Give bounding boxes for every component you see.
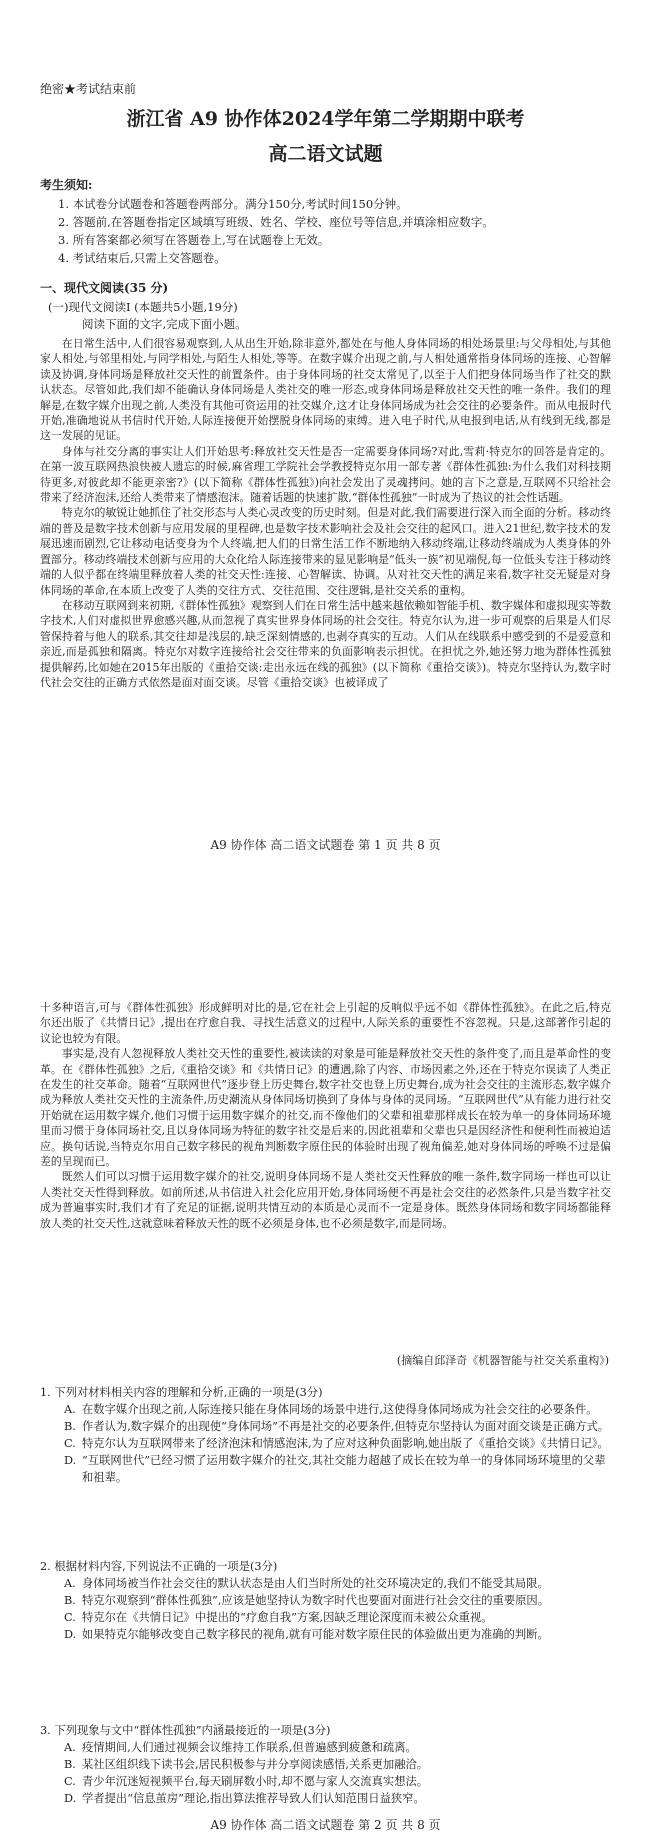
- notes-heading: 考生须知:: [40, 178, 93, 192]
- question-stem: 1. 下列对材料相关内容的理解和分析,正确的一项是(3分): [40, 1386, 323, 1399]
- passage-paragraph: 既然人们可以习惯于运用数字媒介的社交,说明身体同场不是人类社交天性释放的唯一条件,数字同场一样也可以让人类社交天性得到释放。如前所述,从书信进入社会化应用开始,身体同场便不再是社会交往的必然条件,只是当数字社交成为普遍事实时,我们才有了充足的证据,说明共情互动的本质是心灵而不一定是身体。既然身体同场和数字同场都能释放人类的社交天性,这就意味着释放天性的既不必须是身体,也不必须是数字,而是同场。: [40, 1170, 611, 1230]
- passage-paragraph: 在移动互联网到来初期,《群体性孤独》观察到人们在日常生活中越来越依赖如智能手机、数字媒体和虚拟现实等数字技术,人们对虚拟世界愈感兴趣,从而忽视了真实世界身体同场的社会交往。特克尔认为,进一步可观察的后果是人们尽管保持着与他人的联系,其交往却是浅层的,缺乏深刻情感的,也剥夺真实的互动。人们从在线联系中感受到的不是爱意和亲近,而是孤独和隔离。特克尔对数字连接给社会交往带来的负面影响表示担忧。在担忧之外,她还努力地为群体性孤独提供解药,比如她在2015年出版的《重拾交谈:走出永远在线的孤独》(以下简称《重拾交谈》)。特克尔坚持认为,数字时代社会交往的正确方式依然是面对面交谈。尽管《重拾交谈》也被译成了: [40, 598, 611, 689]
- question-option[interactable]: A. 疫情期间,人们通过视频会议维持工作联系,但普遍感到疲惫和疏离。: [64, 1741, 417, 1754]
- page-footer: A9 协作体 高二语文试题卷 第 2 页 共 8 页: [210, 1818, 441, 1832]
- passage-paragraph: 身体与社交分离的事实让人们开始思考:释放社交天性是否一定需要身体同场?对此,雪莉·特克尔的回答是肯定的。在第一波互联网热浪快被人遗忘的时候,麻省理工学院社会学教授特克尔用一部专著《群体性孤独:为什么我们对科技期待更多,对彼此却不能更亲密?》(以下简称《群体性孤独》)向社会发出了灵魂拷问。她的言下之意是,互联网不只给社会带来了经济泡沫,还给人类带来了情感泡沫。随着话题的快速扩散,“群体性孤独”一时成为了热议的社会性话题。: [40, 444, 611, 505]
- question-option[interactable]: B. 作者认为,数字媒介的出现使“身体同场”不再是社交的必要条件,但特克尔坚持认为面对面交谈是正确方式。: [64, 1420, 610, 1433]
- question-option[interactable]: B. 某社区组织线下读书会,居民积极参与并分享阅读感悟,关系更加融洽。: [64, 1758, 429, 1771]
- question-stem: 3. 下列现象与文中“群体性孤独”内涵最接近的一项是(3分): [40, 1724, 331, 1737]
- question-2: [40, 1558, 611, 1643]
- passage-paragraph: 十多种语言,可与《群体性孤独》形成鲜明对比的是,它在社会上引起的反响似乎远不如《群体性孤独》。在此之后,特克尔还出版了《共情日记》,提出在疗愈自我、寻找生活意义的过程中,人际关系的重要性不容忽视。只是,这部著作引起的议论也较为有限。: [40, 1001, 611, 1045]
- section-heading: 一、现代文阅读(35 分): [40, 281, 169, 295]
- question-option[interactable]: B. 特克尔观察到“群体性孤独”,应该是她坚持认为数字时代也要面对面进行社会交往的重要原因。: [64, 1594, 550, 1607]
- question-option[interactable]: D. 如果特克尔能够改变自己数字移民的视角,就有可能对数字原住民的体验做出更为准确的判断。: [64, 1628, 549, 1641]
- page-footer: A9 协作体 高二语文试题卷 第 1 页 共 8 页: [210, 838, 441, 852]
- passage-paragraph: 在日常生活中,人们很容易观察到,人从出生开始,除非意外,都处在与他人身体同场的相处场景里:与父母相处,与其他家人相处,与邻里相处,与同学相处,与陌生人相处,等等。在数字媒介出现之前,与人相处通常指身体同场的连接、心智解读及协调,身体同场是释放社交天性的前置条件。由于身体同场的社交太常见了,以至于人们把身体同场当作了社交的默认状态。尽管如此,我们却不能确认身体同场是人类社交的唯一形态,或身体同场是释放社交天性的唯一条件。我们的理解是,在数字媒介出现之前,人类没有其他可资运用的社交媒介,这才让身体同场成为社会交往的必要条件。而从电报时代开始,准确地说从书信时代开始,人际连接便开始摆脱身体同场的束缚。进入电子时代,从电报到电话,从有线到无线,都是这一发展的见证。: [40, 337, 611, 443]
- question-option[interactable]: A. 身体同场被当作社会交往的默认状态是由人们当时所处的社交环境决定的,我们不能受其局限。: [64, 1577, 549, 1590]
- notes-list: [58, 195, 618, 267]
- question-option[interactable]: C. 青少年沉迷短视频平台,每天刷屏数小时,却不愿与家人交流真实想法。: [64, 1775, 429, 1788]
- exam-title: 浙江省 A9 协作体2024学年第二学期期中联考: [126, 108, 525, 130]
- passage-page-1: [40, 336, 611, 690]
- source-citation: (摘编自邱泽奇《机器智能与社交关系重构》): [396, 1354, 609, 1367]
- question-option[interactable]: C. 特克尔在《共情日记》中提出的“疗愈自我”方案,因缺乏理论深度而未被公众重视。: [64, 1611, 493, 1624]
- note-item: 3. 所有答案都必须写在答题卷上,写在试题卷上无效。: [58, 233, 330, 247]
- exam-subtitle: 高二语文试题: [268, 143, 383, 165]
- passage-page-2: [40, 1000, 611, 1231]
- question-option[interactable]: A. 在数字媒介出现之前,人际连接只能在身体同场的场景中进行,这使得身体同场成为社会交往的必要条件。: [64, 1403, 598, 1416]
- passage-paragraph: 事实是,没有人忽视释放人类社交天性的重要性,被读读的对象是可能是释放社交天性的条件变了,而且是革命性的变革。在《群体性孤独》之后,《重拾交谈》和《共情日记》的遭遇,除了内容、市场因素之外,还在于特克尔误读了人类正在发生的社交革命。随着“互联网世代”逐步登上历史舞台,数字社交也登上历史舞台,成为社会交往的主流形态,数字媒介成为释放人类社交天性的主流条件,历史潮流从身体同场切换到了身体与身体的灵同场。“互联网世代”从有能力进行社交开始就在运用数字媒介,他们习惯于运用数字媒介的社交,而不像他们的父辈和祖辈那样成长在较为单一的身体同场环境里而习惯于身体同场社交,且以身体同场为特征的数字社交是后来的,因此祖辈和父辈也只是因经济性和便利性而被迫适应。换句话说,当特克尔用自己数字移民的视角判断数字原住民的体验时出现了视角偏差,她对身体同场的呼唤不过是偏差的呈现而已。: [40, 1047, 611, 1169]
- passage-paragraph: 特克尔的敏锐让她抓住了社交形态与人类心灵改变的历史时刻。但是对此,我们需要进行深入而全面的分析。移动终端的普及是数字技术创新与应用发展的里程碑,也是数字技术影响社会及社会交往的起风口。进入21世纪,数字技术的发展迅速而剧烈,它让移动电话变身为个人终端,把人们的日常生活工作不断地纳入移动终端,让移动终端成为人类身体的外置部分。移动终端技术创新与应用的大众化给人际连接带来的显见影响是“低头一族”初见端倪,每一位低头专注于移动终端的人似乎都在终端里释放着人类的社交天性:连接、心智解读、协调。从对社交天性的满足来看,数字社交无疑是对身体同场的革命,在本质上改变了人类的交往方式、交往范围、交往逻辑,是社交关系的重构。: [40, 506, 611, 597]
- page-2: [0, 1000, 651, 1842]
- subsection-heading: (一)现代文阅读Ⅰ (本题共5小题,19分): [48, 300, 238, 314]
- note-item: 1. 本试卷分试题卷和答题卷两部分。满分150分,考试时间150分钟。: [58, 197, 408, 211]
- question-stem: 2. 根据材料内容,下列说法不正确的一项是(3分): [40, 1560, 278, 1573]
- page-1: [0, 0, 651, 880]
- question-option[interactable]: C. 特克尔认为互联网带来了经济泡沫和情感泡沫,为了应对这种负面影响,她出版了《重拾交谈》《共情日记》。: [64, 1437, 609, 1450]
- question-option[interactable]: D. “互联网世代”已经习惯了运用数字媒介的社交,其社交能力超越了成长在较为单一的身体同场环境里的父辈和祖辈。: [64, 1454, 606, 1484]
- note-item: 2. 答题前,在答题卷指定区域填写班级、姓名、学校、座位号等信息,并填涂相应数字。: [58, 215, 494, 229]
- question-1: [40, 1384, 611, 1486]
- reading-instruction: 阅读下面的文字,完成下面小题。: [82, 317, 247, 331]
- question-3: [40, 1722, 611, 1807]
- note-item: 4. 考试结束后,只需上交答题卷。: [58, 251, 226, 265]
- question-option[interactable]: D. 学者提出“信息茧房”理论,指出算法推荐导致人们认知范围日益狭窄。: [64, 1792, 425, 1805]
- confidential-label: 绝密★考试结束前: [40, 82, 137, 96]
